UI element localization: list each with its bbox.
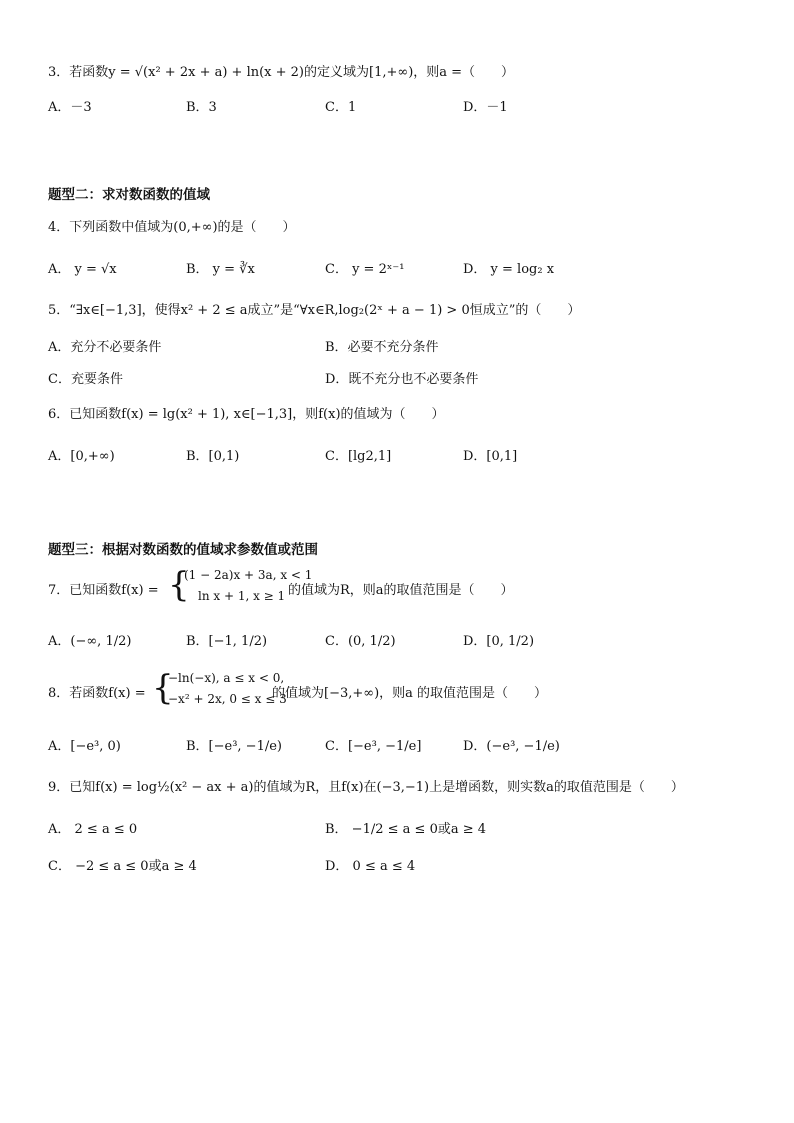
q9-option-b: B． −1/2 ≤ a ≤ 0或a ≥ 4	[325, 822, 487, 837]
q7-brace: {	[168, 565, 190, 605]
q3-option-b: B．3	[186, 100, 217, 115]
question-9-stem: 9．已知f(x) = log½(x² − ax + a)的值域为R，且f(x)在(−3,−1)上是增函数，则实数a的取值范围是（ ）	[48, 780, 684, 795]
question-7-stem-start: 7．已知函数f(x) =	[48, 583, 159, 598]
section-3-heading: 题型三：根据对数函数的值域求参数值或范围	[48, 542, 318, 558]
q6-option-c: C．[lg2,1]	[325, 449, 392, 464]
q6-option-b: B．[0,1)	[186, 449, 240, 464]
question-6-stem: 6．已知函数f(x) = lg(x² + 1), x∈[−1,3]，则f(x)的值域为（ ）	[48, 407, 445, 422]
question-3-stem: 3．若函数y = √(x² + 2x + a) + ln(x + 2)的定义域为[1,+∞)，则a =（ ）	[48, 65, 515, 80]
question-8-stem-end: 的值域为[−3,+∞)，则a 的取值范围是（ ）	[272, 686, 548, 701]
q8-option-d: D．(−e³, −1/e)	[463, 739, 560, 754]
q4-option-c: C． y = 2ˣ⁻¹	[325, 262, 405, 277]
question-8-stem-start: 8．若函数f(x) =	[48, 686, 146, 701]
q7-option-d: D．[0, 1/2)	[463, 634, 535, 649]
q8-option-a: A．[−e³, 0)	[48, 739, 121, 754]
q7-option-b: B．[−1, 1/2)	[186, 634, 268, 649]
q9-option-c: C． −2 ≤ a ≤ 0或a ≥ 4	[48, 859, 197, 874]
q6-option-a: A．[0,+∞)	[48, 449, 115, 464]
q4-option-b: B． y = ∛x	[186, 262, 255, 277]
q3-option-a: A．－3	[48, 100, 92, 115]
q7-option-a: A．(−∞, 1/2)	[48, 634, 132, 649]
q4-option-a: A． y = √x	[48, 262, 117, 277]
q6-option-d: D．[0,1]	[463, 449, 518, 464]
question-4-stem: 4．下列函数中值域为(0,+∞)的是（ ）	[48, 220, 296, 235]
question-7-stem-end: 的值域为R，则a的取值范围是（ ）	[288, 583, 514, 598]
q9-option-d: D． 0 ≤ a ≤ 4	[325, 859, 416, 874]
q5-option-c: C．充要条件	[48, 372, 123, 387]
q3-option-c: C．1	[325, 100, 357, 115]
q8-brace: {	[152, 668, 174, 708]
q7-option-c: C．(0, 1/2)	[325, 634, 396, 649]
q8-piece-2: −x² + 2x, 0 ≤ x ≤ 3	[168, 692, 287, 706]
q8-option-c: C．[−e³, −1/e]	[325, 739, 422, 754]
q5-option-b: B．必要不充分条件	[325, 340, 439, 355]
q3-option-d: D．－1	[463, 100, 508, 115]
question-5-stem: 5．“∃x∈[−1,3]，使得x² + 2 ≤ a成立”是“∀x∈R,log₂(2ˣ + a − 1) > 0恒成立”的（ ）	[48, 303, 581, 318]
q8-option-b: B．[−e³, −1/e)	[186, 739, 282, 754]
q7-piece-2: ln x + 1, x ≥ 1	[198, 589, 286, 603]
q9-option-a: A． 2 ≤ a ≤ 0	[48, 822, 138, 837]
section-2-heading: 题型二：求对数函数的值域	[48, 187, 210, 203]
q5-option-a: A．充分不必要条件	[48, 340, 162, 355]
q7-piece-1: (1 − 2a)x + 3a, x < 1	[184, 568, 313, 582]
q4-option-d: D． y = log₂ x	[463, 262, 555, 277]
q5-option-d: D．既不充分也不必要条件	[325, 372, 479, 387]
q8-piece-1: −ln(−x), a ≤ x < 0,	[168, 671, 285, 685]
